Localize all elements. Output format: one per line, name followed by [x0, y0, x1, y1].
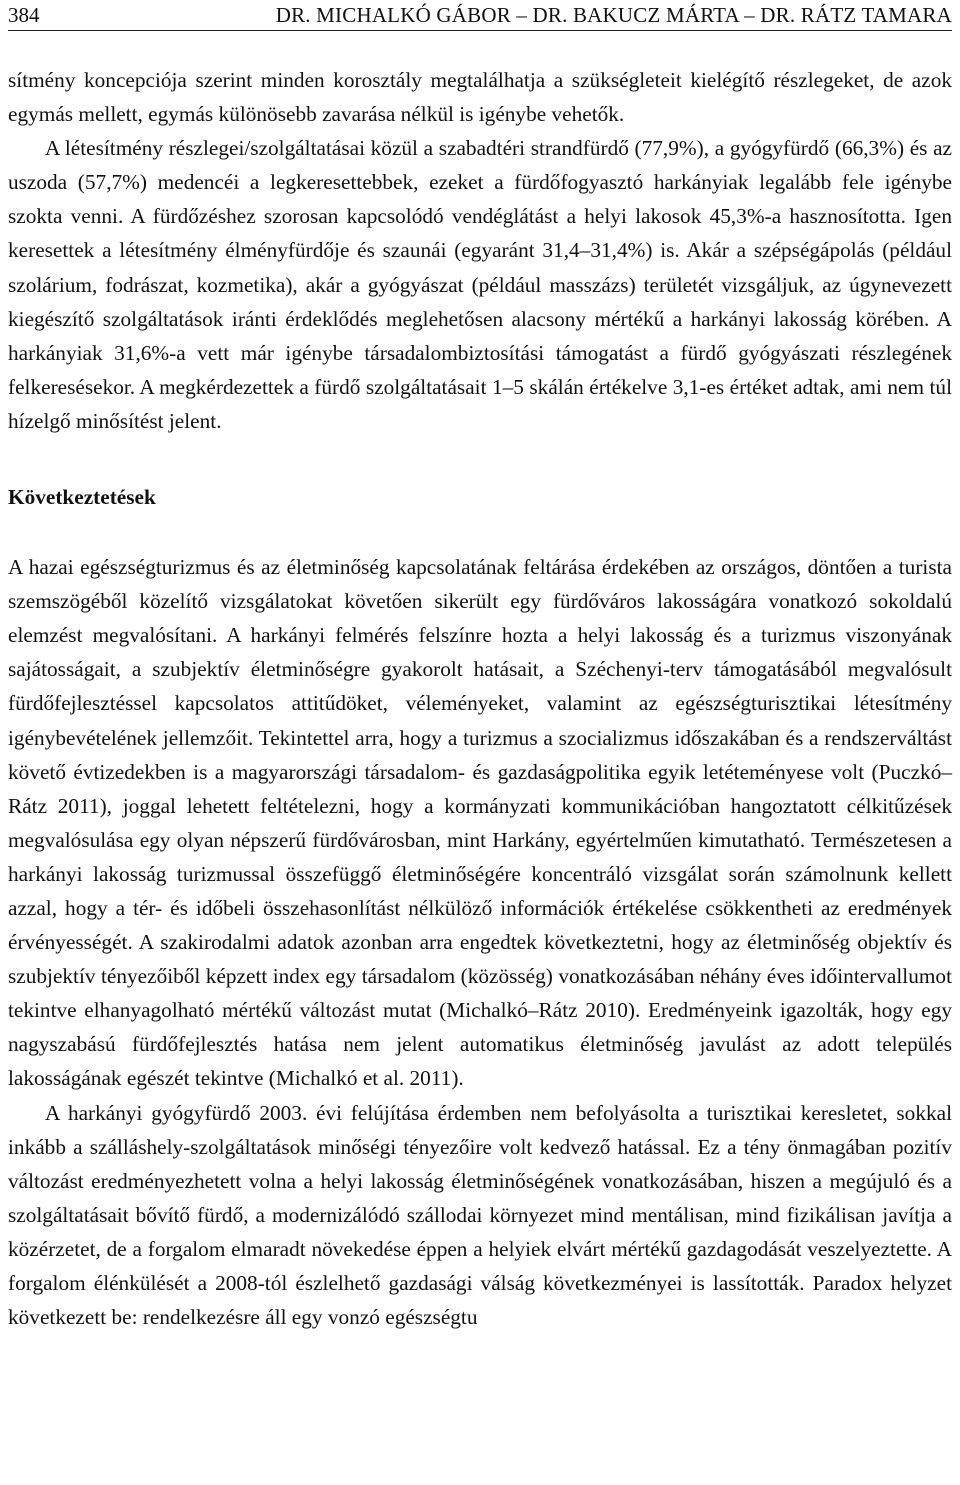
- page-number: 384: [8, 3, 40, 27]
- running-head: [8, 0, 952, 31]
- paragraph: A harkányi gyógyfürdő 2003. évi felújítása érdemben nem befolyásolta a turisztikai keresletet, sokkal inkább a szálláshely-szolgáltatások minőségi tényezőire volt kedvező hatással. Ez a tény önmagában pozitív változást eredményezhetett volna a helyi lakosság életminőségének vonatkozásában, hiszen a megújuló és a szolgáltatásait bővítő fürdő, a modernizálódó szállodai környezet mind mentálisan, mind fizikálisan javítja a közérzetet, de a forgalom elmaradt növekedése éppen a helyiek elvárt mértékű gazdagodását veszelyeztette. A forgalom élénkülését a 2008-tól észlelhető gazdasági válság következményei is lassították. Paradox helyzet következett be: rendelkezésre áll egy vonzó egészségtu: [8, 1100, 952, 1330]
- paragraph: A hazai egészségturizmus és az életminőség kapcsolatának feltárása érdekében az országos, döntően a turista szemszögéből közelítő vizsgálatokat követően sikerült egy fürdőváros lakosságára vonatkozó sokoldalú elemzést megvalósítani. A harkányi felmérés felszínre hozta a helyi lakosság és a turizmus viszonyának sajátosságait, a szubjektív életminőségre gyakorolt hatásait, a Széchenyi-terv támogatásából megvalósult fürdőfejlesztéssel kapcsolatos attitűdöket, véleményeket, valamint az egészségturisztikai létesítmény igénybevételének jellemzőit. Tekintettel arra, hogy a turizmus a szocializmus időszakában és a rendszerváltást követő évtizedekben is a magyarországi társadalom- és gazdaságpolitika egyik letéteményese volt (Puczkó–Rátz 2011), joggal lehetett feltételezni, hogy a kormányzati kommunikációban hangoztatott célkitűzések megvalósulása egy olyan népszerű fürdővárosban, mint Harkány, egyértelműen kimutatható. Természetesen a harkányi lakosság turizmussal összefüggő életminőségére koncentráló vizsgálat során számolnunk kellett azzal, hogy a tér- és időbeli összehasonlítást nélkülöző információk értékelése csökkentheti az eredmények érvényességét. A szakirodalmi adatok azonban arra engedtek következtetni, hogy az életminőség objektív és szubjektív tényezőiből képzett index egy társadalom (közösség) vonatkozásában néhány éves időintervallumot tekintve elhanyagolható mértékű változást mutat (Michalkó–Rátz 2010). Eredményeink igazolták, hogy egy nagyszabású fürdőfejlesztés hatása nem jelent automatikus életminőség javulást az adott település lakosságának egészét tekintve (Michalkó et al. 2011).: [8, 555, 952, 1091]
- body-text: [8, 63, 952, 1334]
- running-head-authors: DR. MICHALKÓ GÁBOR – DR. BAKUCZ MÁRTA – DR. RÁTZ TAMARA: [275, 3, 952, 27]
- paragraph-continued: sítmény koncepciója szerint minden korosztály megtalálhatja a szükségleteit kielégítő részlegeket, de azok egymás mellett, egymás különösebb zavarása nélkül is igénybe vehetők.: [8, 68, 952, 127]
- document-page: [8, 0, 952, 1334]
- section-heading: Következtetések: [8, 485, 156, 510]
- paragraph: A létesítmény részlegei/szolgáltatásai közül a szabadtéri strandfürdő (77,9%), a gyógyfürdő (66,3%) és az uszoda (57,7%) medencéi a legkeresettebbek, ezeket a fürdőfogyasztó harkányiak legalább fele igénybe szokta venni. A fürdőzéshez szorosan kapcsolódó vendéglátást a helyi lakosok 45,3%-a hasznosította. Igen keresettek a létesítmény élményfürdője és szaunái (egyaránt 31,4–31,4%) is. Akár a szépségápolás (például szolárium, fodrászat, kozmetika), akár a gyógyászat (például masszázs) területét vizsgáljuk, az úgynevezett kiegészítő szolgáltatások iránti érdeklődés meglehetősen alacsony mértékű a harkányi lakosság körében. A harkányiak 31,6%-a vett már igénybe társadalombiztosítási támogatást a fürdő gyógyászati részlegének felkeresésekor. A megkérdezettek a fürdő szolgáltatásait 1–5 skálán értékelve 3,1-es értéket adtak, ami nem túl hízelgő minősítést jelent.: [8, 136, 952, 433]
